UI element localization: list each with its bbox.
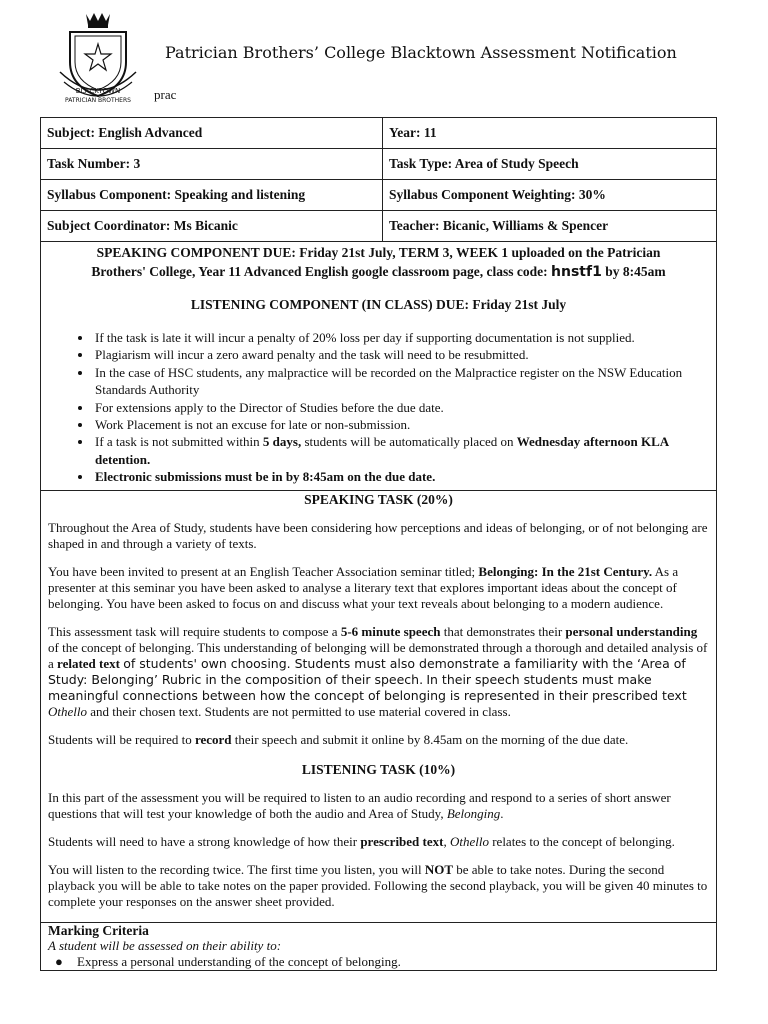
task-number-cell: Task Number: 3 [41,149,383,180]
criteria-item: ● Express a personal understanding of the concept of belonging. [55,954,401,969]
due-dates-section [40,241,717,491]
list-item: • Electronic submissions must be in by 8:45am on the due date. [93,468,716,485]
marking-criteria-section [40,922,717,971]
listening-paragraph: Students will need to have a strong knowledge of how their prescribed text, Othello relates to the concept of belonging. [48,834,675,849]
subject-cell: Subject: English Advanced [41,118,383,149]
page-note: prac [154,87,177,102]
list-item: • Plagiarism will incur a zero award penalty and the task will need to be resubmitted. [93,346,716,363]
speaking-paragraph: Throughout the Area of Study, students have been considering how perceptions and ideas of belonging, or of not belonging are shaped in and through a variety of texts. [48,520,708,551]
svg-text:BLACKTOWN: BLACKTOWN [75,87,121,95]
criteria-subheading: A student will be assessed on their ability to: [48,938,282,953]
task-type-cell: Task Type: Area of Study Speech [383,149,717,180]
weighting-cell: Syllabus Component Weighting: 30% [383,180,717,211]
listening-due: LISTENING COMPONENT (IN CLASS) DUE: Friday 21st July [190,297,567,312]
criteria-heading: Marking Criteria [48,923,149,938]
list-item: • For extensions apply to the Director of Studies before the due date. [93,399,716,416]
task-info-table [40,117,717,242]
speaking-task-heading: SPEAKING TASK (20%) [304,492,453,507]
list-item: • In the case of HSC students, any malpractice will be recorded on the Malpractice register on the NSW Education Standards Authority [93,364,716,399]
listening-paragraph: In this part of the assessment you will be required to listen to an audio recording and respond to a series of short answer questions that will test your knowledge of both the audio and Area of Study, Belonging. [48,790,671,821]
list-item: • Work Placement is not an excuse for late or non-submission. [93,416,716,433]
svg-text:PATRICIAN BROTHERS: PATRICIAN BROTHERS [65,97,131,104]
listening-paragraph: You will listen to the recording twice. The first time you listen, you will NOT be able to take notes. During the second playback you will be able to take notes on the paper provided. Following the second playback, you will be given 40 minutes to complete your responses on the answer sheet provided. [48,862,708,909]
class-code: hnstf1 [551,264,602,280]
coordinator-cell: Subject Coordinator: Ms Bicanic [41,211,383,242]
speaking-paragraph: Students will be required to record their speech and submit it online by 8.45am on the morning of the due date. [48,732,629,747]
list-item: • If the task is late it will incur a penalty of 20% loss per day if supporting documentation is not supplied. [93,329,716,346]
year-cell: Year: 11 [383,118,717,149]
speaking-paragraph: You have been invited to present at an English Teacher Association seminar titled; Belonging: In the 21st Century. As a presenter at this seminar you have been asked to analyse a literary text that explores important ideas about the concept of belonging. You have been asked to focus on and discuss what your text reveals about belonging to a modern audience. [48,564,679,611]
tasks-section [40,490,717,923]
speaking-due: SPEAKING COMPONENT DUE: Friday 21st July, TERM 3, WEEK 1 uploaded on the Patrician Brothers' College, Year 11 Advanced English google classroom page, class code: hnstf1 by 8:45am [91,245,666,280]
college-crest-logo [56,10,140,104]
rules-list [41,329,716,486]
page-title: Patrician Brothers’ College Blacktown Assessment Notification [165,43,677,62]
list-item: • If a task is not submitted within 5 days, students will be automatically placed on Wednesday afternoon KLA detention. [93,433,716,468]
speaking-paragraph: This assessment task will require students to compose a 5-6 minute speech that demonstrates their personal understanding of the concept of belonging. This understanding of belonging will be demonstrated through a thorough and detailed analysis of a related text of students' own choosing. Students must also demonstrate a familiarity with the ‘Area of Study: Belonging’ Rubric in the composition of their speech. In their speech students must make meaningful connections between how the concept of belonging is represented in their prescribed text Othello and their chosen text. Students are not permitted to use material covered in class. [48,624,708,719]
teacher-cell: Teacher: Bicanic, Williams & Spencer [383,211,717,242]
syllabus-component-cell: Syllabus Component: Speaking and listening [41,180,383,211]
listening-task-heading: LISTENING TASK (10%) [301,762,456,777]
